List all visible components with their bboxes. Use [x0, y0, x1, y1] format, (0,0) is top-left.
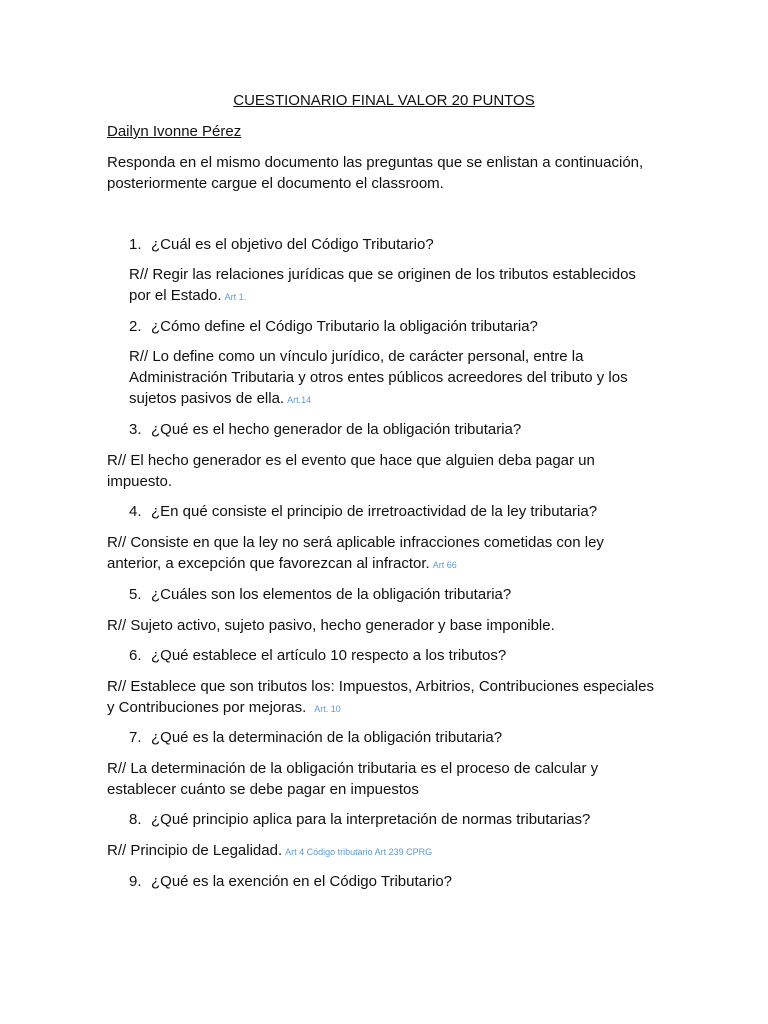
question-number: 7.	[129, 729, 142, 746]
answer-5-line-1: R// Sujeto activo, sujeto pasivo, hecho generador y base imponible.	[107, 617, 555, 634]
answer-2-line-2: Administración Tributaria y otros entes públicos acreedores del tributo y los	[129, 369, 628, 386]
answer-6-line-2	[107, 697, 341, 720]
answer-3-line-2: impuesto.	[107, 473, 173, 490]
answer-2-line-3	[129, 388, 311, 411]
article-reference: Art. 10	[314, 704, 341, 714]
answer-text: anterior, a excepción que favorezcan al infractor.	[107, 555, 430, 572]
answer-text: sujetos pasivos de ella.	[129, 390, 285, 407]
instructions-line-2: posteriormente cargue el documento el classroom.	[107, 175, 444, 192]
question-6	[129, 645, 506, 666]
question-5	[129, 584, 511, 605]
answer-7-line-2: establecer cuánto se debe pagar en impuestos	[107, 781, 419, 798]
instructions-line-1: Responda en el mismo documento las preguntas que se enlistan a continuación,	[107, 154, 644, 171]
article-reference: Art 4 Código tributario Art 239 CPRG	[285, 847, 433, 857]
question-number: 8.	[129, 811, 142, 828]
answer-text: por el Estado.	[129, 287, 222, 304]
answer-6-line-1: R// Establece que son tributos los: Impuestos, Arbitrios, Contribuciones especiales	[107, 678, 654, 695]
question-text: ¿Qué establece el artículo 10 respecto a los tributos?	[151, 647, 507, 664]
answer-1-line-2	[129, 285, 246, 308]
question-4	[129, 501, 597, 522]
answer-2-line-1: R// Lo define como un vínculo jurídico, de carácter personal, entre la	[129, 348, 584, 365]
question-9	[129, 871, 452, 892]
question-text: ¿Qué es la exención en el Código Tributario?	[151, 873, 453, 890]
question-text: ¿Qué es el hecho generador de la obligación tributaria?	[151, 421, 522, 438]
question-2	[129, 316, 538, 337]
question-number: 6.	[129, 647, 142, 664]
question-number: 3.	[129, 421, 142, 438]
question-text: ¿Qué es la determinación de la obligación tributaria?	[151, 729, 503, 746]
answer-text: y Contribuciones por mejoras.	[107, 699, 307, 716]
question-1	[129, 234, 434, 255]
question-7	[129, 727, 502, 748]
document-title: CUESTIONARIO FINAL VALOR 20 PUNTOS	[233, 92, 535, 109]
answer-4-line-2	[107, 553, 457, 576]
answer-3-line-1: R// El hecho generador es el evento que hace que alguien deba pagar un	[107, 452, 595, 469]
question-number: 2.	[129, 318, 142, 335]
question-number: 4.	[129, 503, 142, 520]
question-text: ¿En qué consiste el principio de irretroactividad de la ley tributaria?	[151, 503, 598, 520]
question-8	[129, 809, 590, 830]
question-number: 1.	[129, 236, 142, 253]
answer-4-line-1: R// Consiste en que la ley no será aplicable infracciones cometidas con ley	[107, 534, 604, 551]
answer-7-line-1: R// La determinación de la obligación tributaria es el proceso de calcular y	[107, 760, 599, 777]
article-reference: Art.14	[287, 395, 312, 405]
answer-1-line-1: R// Regir las relaciones jurídicas que se originen de los tributos establecidos	[129, 266, 636, 283]
answer-8-line-1	[107, 840, 432, 863]
question-number: 5.	[129, 586, 142, 603]
author-name: Dailyn Ivonne Pérez	[107, 123, 242, 140]
question-text: ¿Cuál es el objetivo del Código Tributario?	[151, 236, 434, 253]
question-text: ¿Cuáles son los elementos de la obligación tributaria?	[151, 586, 512, 603]
answer-text: R// Principio de Legalidad.	[107, 842, 283, 859]
question-text: ¿Cómo define el Código Tributario la obligación tributaria?	[151, 318, 538, 335]
article-reference: Art 1.	[224, 292, 247, 302]
question-number: 9.	[129, 873, 142, 890]
article-reference: Art 66	[432, 560, 457, 570]
question-text: ¿Qué principio aplica para la interpretación de normas tributarias?	[151, 811, 591, 828]
question-3	[129, 419, 521, 440]
